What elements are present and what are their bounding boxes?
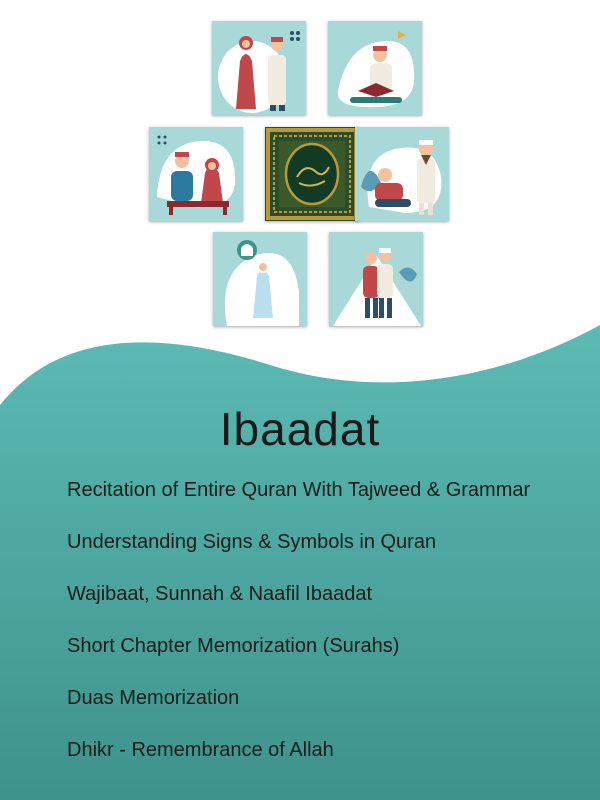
men-embracing-tile: [329, 232, 423, 326]
man-reading-quran-tile: [328, 21, 422, 115]
list-item: Understanding Signs & Symbols in Quran: [67, 531, 437, 553]
list-item: Short Chapter Memorization (Surahs): [67, 635, 400, 657]
man-and-woman-praying-tile: [149, 127, 243, 221]
man-reading-quran-icon: [328, 21, 422, 115]
list-item: Recitation of Entire Quran With Tajweed & Grammar: [67, 479, 531, 501]
woman-mosque-tile: [213, 232, 307, 326]
page-title: Ibaadat: [219, 403, 381, 455]
list-item: Wajibaat, Sunnah & Naafil Ibaadat: [67, 583, 373, 605]
quran-cover-tile: [265, 127, 359, 221]
list-item: Dhikr - Remembrance of Allah: [67, 739, 334, 761]
woman-mosque-icon: [213, 232, 307, 326]
list-item: Duas Memorization: [67, 687, 240, 709]
men-embracing-icon: [329, 232, 423, 326]
woman-and-man-talking-icon: [212, 21, 306, 115]
man-and-teacher-icon: [355, 127, 449, 221]
quran-cover-icon: [265, 127, 359, 221]
woman-and-man-talking-tile: [212, 21, 306, 115]
topic-list: [67, 475, 530, 787]
man-and-teacher-tile: [355, 127, 449, 221]
man-and-woman-praying-icon: [149, 127, 243, 221]
